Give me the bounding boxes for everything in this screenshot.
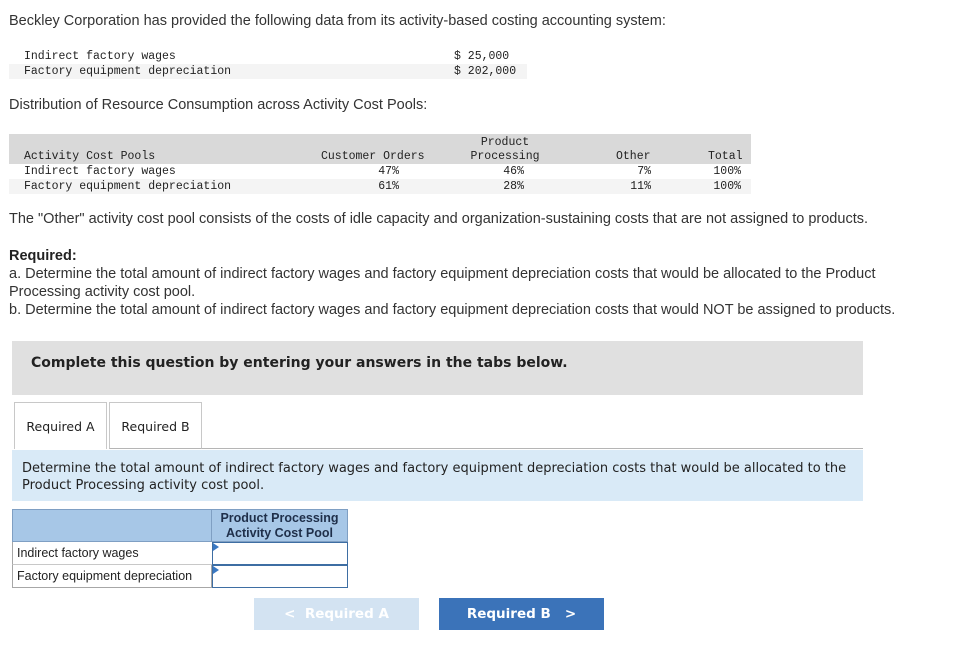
chevron-right-icon: > bbox=[564, 606, 577, 622]
col-header-customer-orders: Customer Orders bbox=[321, 150, 425, 163]
distribution-table bbox=[9, 134, 751, 194]
col-header-other: Other bbox=[616, 150, 651, 163]
distribution-heading: Distribution of Resource Consumption across Activity Cost Pools: bbox=[9, 97, 428, 113]
answer-col-header-line1: Product Processing bbox=[220, 511, 339, 525]
cost-table bbox=[9, 49, 527, 79]
cell-product-processing: 28% bbox=[503, 180, 524, 193]
cell-other: 11% bbox=[630, 180, 651, 193]
banner-text: Complete this question by entering your answers in the tabs below. bbox=[31, 355, 568, 371]
col-header-total: Total bbox=[708, 150, 743, 163]
answer-table-corner bbox=[12, 509, 212, 542]
cost-value: $ 25,000 bbox=[454, 50, 510, 63]
equipment-depreciation-input[interactable] bbox=[212, 565, 348, 588]
table-row bbox=[9, 49, 527, 64]
answer-col-header-line2: Activity Cost Pool bbox=[226, 526, 333, 540]
answer-row-label: Factory equipment depreciation bbox=[12, 565, 212, 588]
table-row bbox=[9, 164, 751, 179]
tab-required-a[interactable]: Required A bbox=[14, 402, 107, 449]
cost-label: Factory equipment depreciation bbox=[24, 65, 232, 78]
next-button-label: Required B bbox=[466, 606, 551, 622]
required-b-text: b. Determine the total amount of indirect factory wages and factory equipment depreciation costs that would NOT be assigned to products. bbox=[9, 302, 896, 318]
answer-col-header bbox=[212, 509, 348, 542]
cell-total: 100% bbox=[713, 165, 741, 178]
col-header-pools: Activity Cost Pools bbox=[24, 150, 156, 163]
required-title: Required: bbox=[9, 248, 77, 264]
instruction-text: Determine the total amount of indirect factory wages and factory equipment depreciation costs that would be allocated to the Product Processing activity cost pool. bbox=[22, 461, 847, 493]
indirect-wages-input[interactable] bbox=[212, 542, 348, 565]
answer-row-label: Indirect factory wages bbox=[12, 542, 212, 565]
cell-other: 7% bbox=[637, 165, 651, 178]
tab-required-b[interactable]: Required B bbox=[109, 402, 202, 449]
other-note: The "Other" activity cost pool consists of the costs of idle capacity and organization-sustaining costs that are not assigned to products. bbox=[9, 211, 868, 227]
cell-customer-orders: 47% bbox=[378, 165, 399, 178]
prev-button-label: Required A bbox=[304, 606, 389, 622]
cell-product-processing: 46% bbox=[503, 165, 524, 178]
required-a-text: a. Determine the total amount of indirect factory wages and factory equipment depreciation costs that would be allocated to the Product Processing activity cost pool. bbox=[9, 266, 876, 300]
input-marker-icon bbox=[213, 566, 219, 574]
tab-divider bbox=[202, 448, 863, 449]
table-row bbox=[9, 179, 751, 194]
table-header bbox=[9, 134, 751, 164]
input-marker-icon bbox=[213, 543, 219, 551]
row-label: Factory equipment depreciation bbox=[24, 180, 232, 193]
row-label: Indirect factory wages bbox=[24, 165, 176, 178]
table-row bbox=[9, 64, 527, 79]
cell-total: 100% bbox=[713, 180, 741, 193]
col-header-product-1: Product bbox=[480, 136, 530, 149]
next-required-b-button[interactable] bbox=[439, 598, 604, 630]
question-instruction bbox=[12, 450, 863, 501]
answer-table bbox=[12, 509, 348, 588]
chevron-left-icon: < bbox=[284, 606, 296, 622]
col-header-product-2: Processing bbox=[470, 150, 540, 163]
cell-customer-orders: 61% bbox=[378, 180, 399, 193]
cost-value: $ 202,000 bbox=[454, 65, 517, 78]
prev-required-a-button[interactable] bbox=[254, 598, 419, 630]
cost-label: Indirect factory wages bbox=[24, 50, 176, 63]
intro-text: Beckley Corporation has provided the following data from its activity-based costing accounting system: bbox=[9, 13, 666, 29]
instruction-banner bbox=[12, 341, 863, 395]
